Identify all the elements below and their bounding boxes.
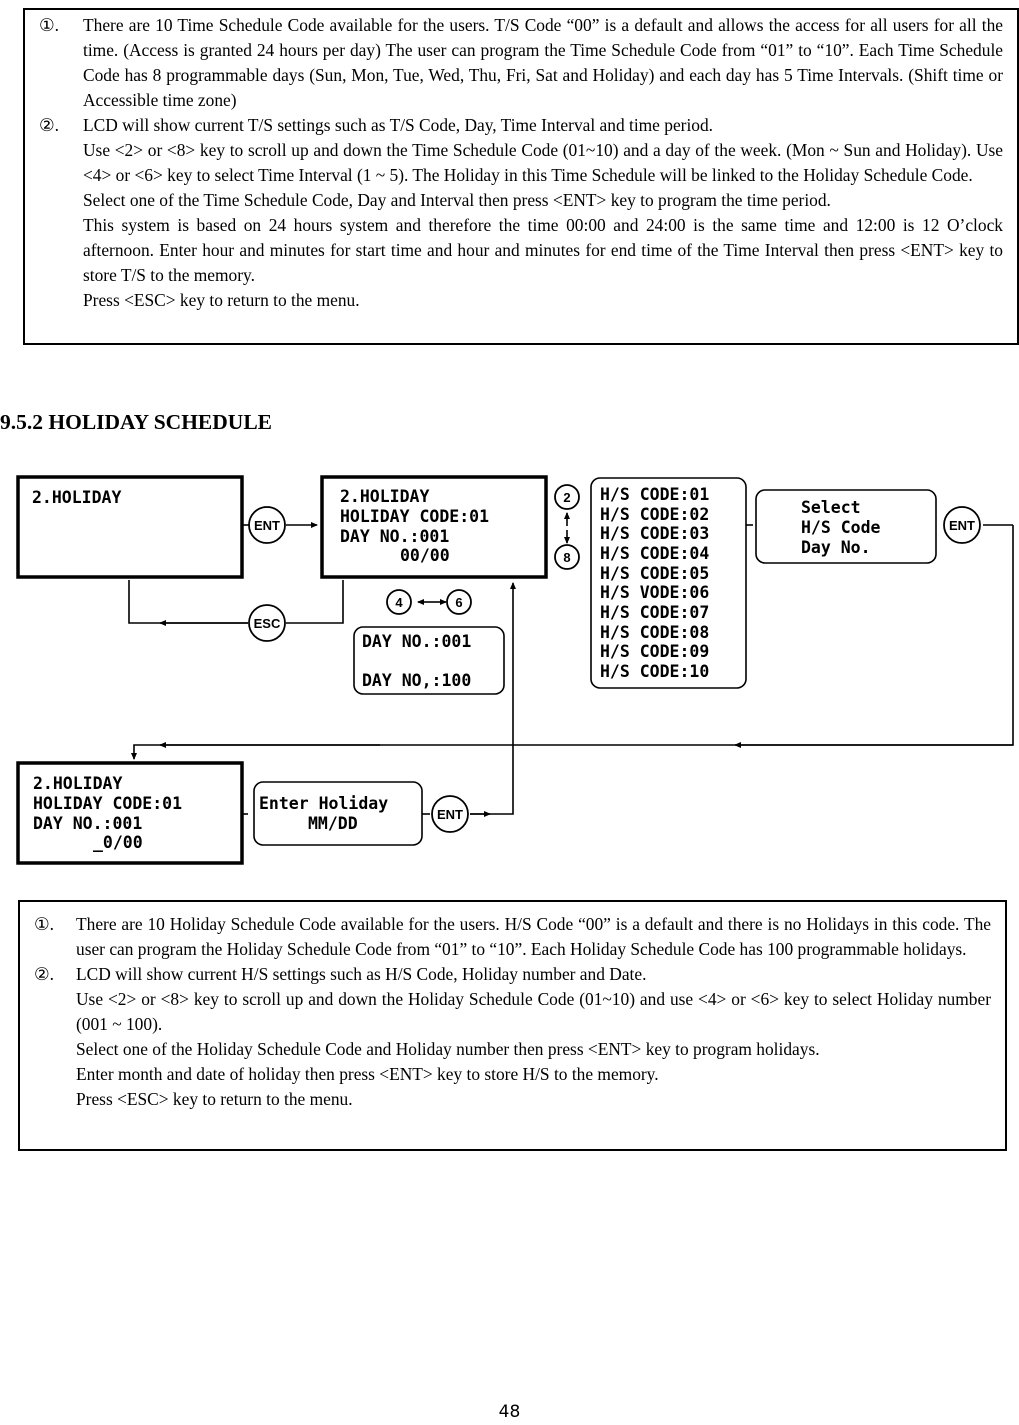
lcd-holiday-edit-screen bbox=[18, 763, 242, 863]
svg-text:8: 8 bbox=[563, 550, 571, 565]
note-line: Select one of the Holiday Schedule Code and Holiday number then press <ENT> key to program holidays. bbox=[76, 1039, 820, 1059]
note-item-2 bbox=[34, 962, 991, 1112]
lcd-line: DAY NO.:001 bbox=[33, 814, 143, 833]
note-line: Enter month and date of holiday then press <ENT> key to store H/S to the memory. bbox=[76, 1064, 659, 1084]
note-line: LCD will show current H/S settings such as H/S Code, Holiday number and Date. bbox=[76, 964, 647, 984]
note-line: Select one of the Time Schedule Code, Day and Interval then press <ENT> key to program the time period. bbox=[83, 190, 831, 210]
lcd-line: DAY NO.:001 bbox=[362, 632, 472, 651]
lcd-line: 2.HOLIDAY bbox=[32, 488, 122, 507]
lcd-line: 2.HOLIDAY bbox=[340, 487, 430, 506]
lcd-line: DAY NO.:001 bbox=[340, 527, 450, 546]
lcd-line: 2.HOLIDAY bbox=[33, 774, 123, 793]
item-marker: ②. bbox=[34, 964, 54, 984]
note-item-1 bbox=[39, 13, 1003, 113]
ent-key-icon bbox=[944, 507, 980, 543]
note-item-2 bbox=[39, 113, 1003, 313]
lcd-line: HOLIDAY CODE:01 bbox=[340, 507, 490, 526]
lcd-line: HOLIDAY CODE:01 bbox=[33, 794, 183, 813]
key-6-icon bbox=[447, 590, 471, 614]
key-2-icon bbox=[555, 485, 579, 509]
time-schedule-notes bbox=[23, 8, 1019, 345]
lcd-line: H/S CODE:07 bbox=[600, 603, 710, 622]
lcd-line: 00/00 bbox=[400, 546, 450, 565]
note-line: LCD will show current T/S settings such as T/S Code, Day, Time Interval and time period. bbox=[83, 115, 714, 135]
svg-text:2: 2 bbox=[563, 490, 571, 505]
note-item-1 bbox=[34, 912, 991, 962]
key-8-icon bbox=[555, 545, 579, 569]
item-marker: ②. bbox=[39, 115, 59, 135]
lcd-line: H/S CODE:01 bbox=[600, 485, 710, 504]
lcd-line: H/S CODE:09 bbox=[600, 642, 710, 661]
lcd-line: H/S CODE:05 bbox=[600, 564, 710, 583]
lcd-line: H/S VODE:06 bbox=[600, 583, 710, 602]
svg-text:ENT: ENT bbox=[254, 518, 280, 533]
holiday-schedule-flow-diagram bbox=[0, 465, 1019, 875]
lcd-select-screen bbox=[756, 490, 936, 563]
lcd-day-range-screen bbox=[354, 627, 504, 694]
svg-text:ESC: ESC bbox=[253, 616, 281, 631]
lcd-line: H/S CODE:10 bbox=[600, 662, 710, 681]
note-line: This system is based on 24 hours system and therefore the time 00:00 and 24:00 is the same time and 12:00 is 12 O’clock afternoon. Enter hour and minutes for start time and hour and minutes for end time of the Time Interval then press <ENT> key to store T/S to the memory. bbox=[83, 215, 1003, 285]
note-text: There are 10 Holiday Schedule Code available for the users. H/S Code “00” is a default and there is no Holidays in this code. The user can program the Holiday Schedule Code from “01” to “10”. Each Holiday Schedule Code has 100 programmable holidays. bbox=[76, 914, 991, 959]
ent-key-icon bbox=[249, 507, 285, 543]
item-marker: ①. bbox=[34, 914, 54, 934]
note-line: Press <ESC> key to return to the menu. bbox=[83, 290, 360, 310]
svg-text:4: 4 bbox=[395, 595, 403, 610]
holiday-schedule-notes bbox=[18, 900, 1007, 1151]
lcd-line: H/S CODE:03 bbox=[600, 524, 710, 543]
lcd-line: _0/00 bbox=[93, 833, 143, 852]
lcd-holiday-main-screen bbox=[322, 477, 546, 577]
item-marker: ①. bbox=[39, 15, 59, 35]
ent-key-icon bbox=[432, 796, 468, 832]
lcd-menu-screen bbox=[18, 477, 242, 577]
lcd-enter-holiday-screen bbox=[254, 782, 422, 845]
lcd-line: Day No. bbox=[801, 538, 871, 557]
lcd-line: Enter Holiday bbox=[259, 794, 389, 813]
lcd-line: H/S CODE:08 bbox=[600, 623, 710, 642]
lcd-line: Select bbox=[801, 498, 861, 517]
svg-text:ENT: ENT bbox=[949, 518, 975, 533]
lcd-line: H/S Code bbox=[801, 518, 881, 537]
svg-text:6: 6 bbox=[455, 595, 463, 610]
lcd-code-list-screen bbox=[591, 478, 746, 688]
section-heading: 9.5.2 HOLIDAY SCHEDULE bbox=[0, 410, 272, 434]
note-line: Use <2> or <8> key to scroll up and down the Time Schedule Code (01~10) and a day of the week. (Mon ~ Sun and Holiday). Use <4> or <6> key to select Time Interval (1 ~ 5). The Holiday in this Time Schedule will be linked to the Holiday Schedule Code. bbox=[83, 140, 1003, 185]
note-line: Use <2> or <8> key to scroll up and down the Holiday Schedule Code (01~10) and use <4> or <6> key to select Holiday number (001 ~ 100). bbox=[76, 989, 991, 1034]
lcd-line: DAY NO,:100 bbox=[362, 671, 472, 690]
note-text: There are 10 Time Schedule Code available for the users. T/S Code “00” is a default and allows the access for all users for all the time. (Access is granted 24 hours per day) The user can program the Time Schedule Code from “01” to “10”. Each Time Schedule Code has 8 programmable days (Sun, Mon, Tue, Wed, Thu, Fri, Sat and Holiday) and each day has 5 Time Intervals. (Shift time or Accessible time zone) bbox=[83, 15, 1003, 110]
lcd-line: H/S CODE:04 bbox=[600, 544, 710, 563]
esc-key-icon bbox=[249, 605, 285, 641]
svg-text:ENT: ENT bbox=[437, 807, 463, 822]
key-4-icon bbox=[387, 590, 411, 614]
note-line: Press <ESC> key to return to the menu. bbox=[76, 1089, 353, 1109]
lcd-line: MM/DD bbox=[308, 814, 358, 833]
lcd-line: H/S CODE:02 bbox=[600, 505, 710, 524]
page-number: 48 bbox=[498, 1402, 521, 1422]
